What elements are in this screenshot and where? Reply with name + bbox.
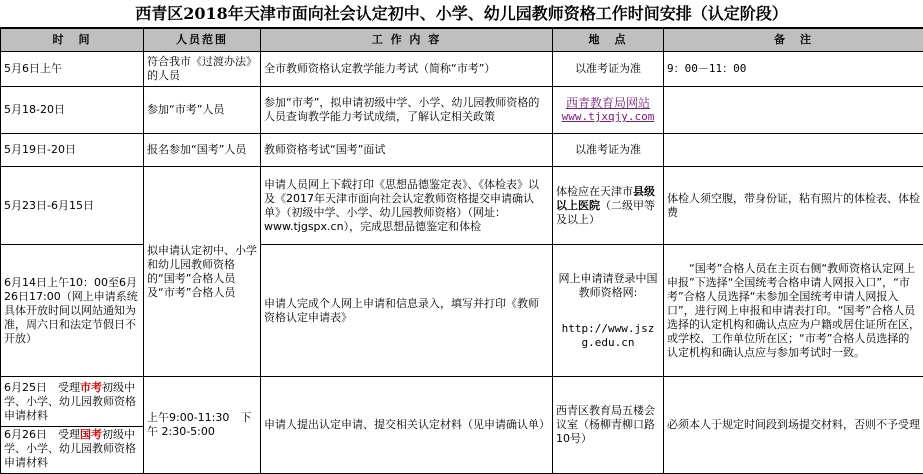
cell-time: 5月23日-6月15日 bbox=[1, 167, 144, 245]
header-note: 备 注 bbox=[664, 29, 923, 52]
time-entry-label: 6月25日 受理 bbox=[4, 381, 80, 394]
cell-time: 5月18-20日 bbox=[1, 87, 144, 134]
schedule-table bbox=[0, 28, 923, 474]
table-row bbox=[1, 87, 923, 134]
cell-time bbox=[1, 377, 144, 474]
place-text-c: （二级甲等及以上） bbox=[556, 199, 655, 226]
cell-place bbox=[553, 245, 664, 377]
cell-time: 6月14日上午10：00至6月26日17:00（网上申请系统具体开放时间以网站通知为准，周六日和法定节假日不开放） bbox=[1, 245, 144, 377]
cell-note: 9：00－11：00 bbox=[664, 52, 923, 87]
table-row bbox=[1, 167, 923, 245]
cell-place: 西青区教育局五楼会议室（杨柳青柳口路10号） bbox=[553, 377, 664, 474]
place-text-bold: 县级以上医院 bbox=[556, 185, 655, 212]
website-url-link[interactable]: www.tjxqjy.com bbox=[556, 110, 660, 124]
cell-time: 5月19日-20日 bbox=[1, 134, 144, 167]
place-text: 网上申请请登录中国教师资格网: bbox=[556, 272, 660, 300]
header-time: 时 间 bbox=[1, 29, 144, 52]
cell-place: 以准考证为准 bbox=[553, 134, 664, 167]
header-scope: 人员范围 bbox=[144, 29, 261, 52]
cell-place bbox=[553, 87, 664, 134]
table-row bbox=[1, 377, 923, 474]
cell-place bbox=[553, 167, 664, 245]
cell-scope: 符合我市《过渡办法》的人员 bbox=[144, 52, 261, 87]
page-title: 西青区2018年天津市面向社会认定初中、小学、幼儿园教师资格工作时间安排（认定阶段） bbox=[0, 0, 923, 28]
cell-content: 申请人提出认定申请、提交相关认定材料（见申请确认单） bbox=[261, 377, 553, 474]
cell-content: 申请人完成个人网上申请和信息录入，填写并打印《教师资格认定申请表》 bbox=[261, 245, 553, 377]
cell-note: 体检人须空腹，带身份证，粘有照片的体检表、体检费 bbox=[664, 167, 923, 245]
time-entry-city-exam bbox=[1, 380, 143, 427]
time-entry-national-exam bbox=[1, 427, 143, 471]
cell-scope: 上午9:00-11:30 下 午 2:30-5:00 bbox=[144, 377, 261, 474]
header-place: 地 点 bbox=[553, 29, 664, 52]
cell-content: 教师资格考试“国考”面试 bbox=[261, 134, 553, 167]
cell-scope: 报名参加“国考”人员 bbox=[144, 134, 261, 167]
cell-scope: 参加“市考”人员 bbox=[144, 87, 261, 134]
cell-scope-merged: 拟申请认定初中、小学和幼儿园教师资格的“国考”合格人员及“市考”合格人员 bbox=[144, 167, 261, 377]
table-header-row bbox=[1, 29, 923, 52]
time-entry-text: 初级中学、小学、幼儿园教师资格申请材料 bbox=[4, 428, 136, 469]
cell-content: 全市教师资格认定教学能力考试（简称“市考”） bbox=[261, 52, 553, 87]
national-exam-highlight: 国考 bbox=[80, 428, 102, 441]
cell-time: 5月6日上午 bbox=[1, 52, 144, 87]
city-exam-highlight: 市考 bbox=[80, 381, 102, 394]
table-row bbox=[1, 134, 923, 167]
cell-note: “国考”合格人员在主页右侧“教师资格认定网上申报”下选择“全国统考合格申请人网报入口”，“市考”合格人员选择“未参加全国统考申请人网报入口”，进行网上申报和申请表打印。“国考”合格人员选择的认定机构和确认点应为户籍或居住证所在区，或学校、工作单位所在区；“市考”合格人员选择的认定机构和确认点应与参加考试时一致。 bbox=[664, 245, 923, 377]
time-entry-label: 6月26日 受理 bbox=[4, 428, 80, 441]
jszg-url[interactable]: http://www.jszg.edu.cn bbox=[556, 322, 660, 350]
website-link[interactable]: 西青教育局网站 bbox=[556, 96, 660, 110]
cell-note: 必须本人于规定时间段到场提交材料，否则不予受理 bbox=[664, 377, 923, 474]
cell-content: 参加“市考”，拟申请初级中学、小学、幼儿园教师资格的人员查询教学能力考试成绩，了解认定相关政策 bbox=[261, 87, 553, 134]
place-text-a: 体检应在天津市 bbox=[556, 185, 633, 198]
cell-note bbox=[664, 87, 923, 134]
table-row bbox=[1, 52, 923, 87]
cell-place: 以准考证为准 bbox=[553, 52, 664, 87]
table-row bbox=[1, 245, 923, 377]
cell-note bbox=[664, 134, 923, 167]
time-entry-text: 初级中学、小学、幼儿园教师资格申请材料 bbox=[4, 381, 136, 422]
cell-content: 申请人员网上下载打印《思想品德鉴定表》、《体检表》以及《2017年天津市面向社会认定教师资格提交申请确认单》（初级中学、小学、幼儿园教师资格）（网址：www.tjgspx.cn），完成思想品德鉴定和体检 bbox=[261, 167, 553, 245]
header-content: 工 作 内 容 bbox=[261, 29, 553, 52]
